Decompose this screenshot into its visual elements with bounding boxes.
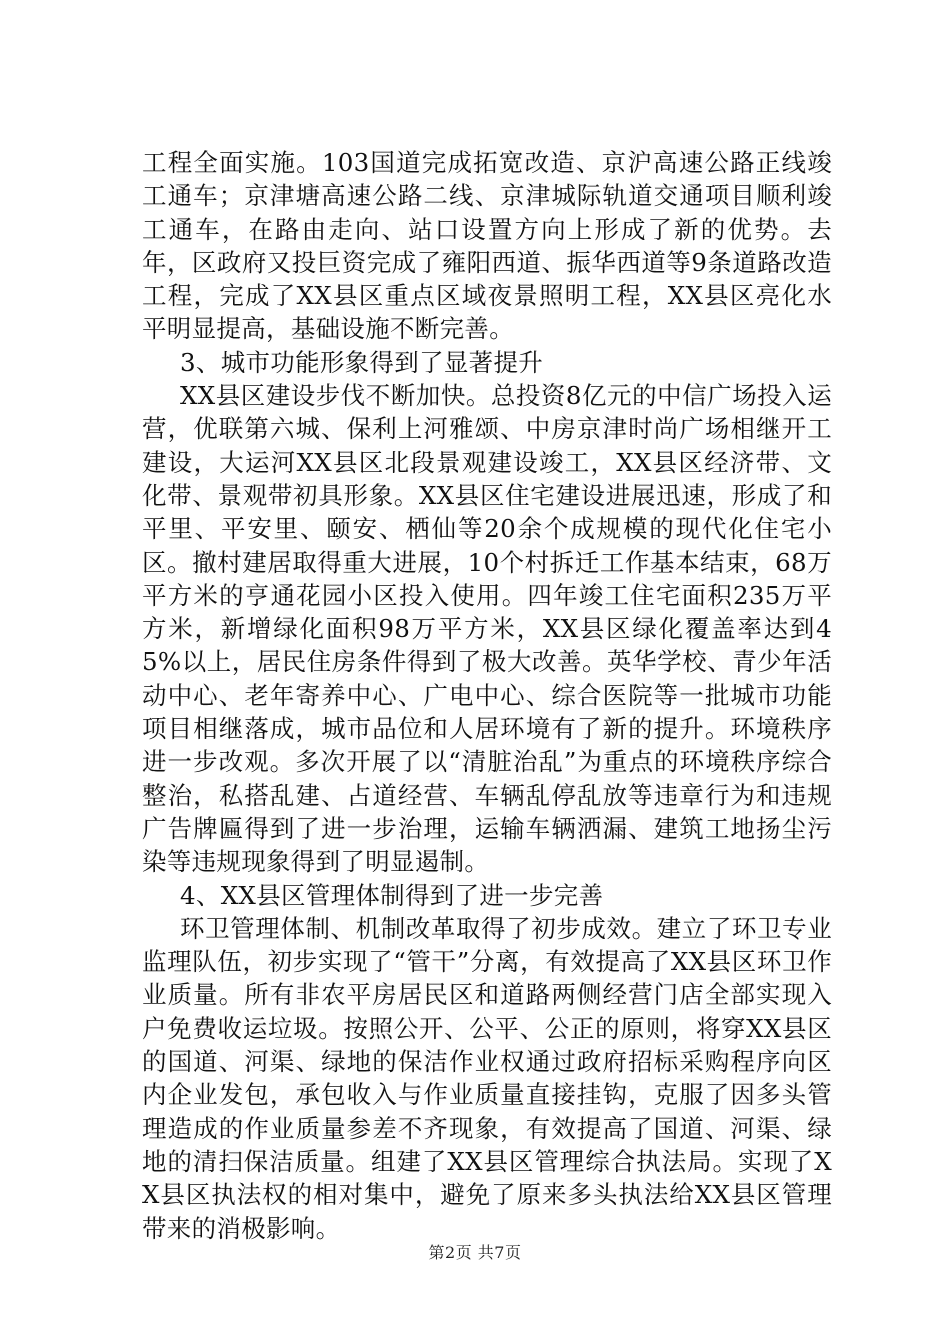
paragraph-city-construction: XX县区建设步伐不断加快。总投资8亿元的中信广场投入运营，优联第六城、保利上河雅颂、中房京津时尚广场相继开工建设，大运河XX县区北段景观建设竣工，XX县区经济带、文化带、景观带初具形象。XX县区住宅建设进展迅速，形成了和平里、平安里、颐安、栖仙等20余个成规模的现代化住宅小区。撤村建居取得重大进展，10个村拆迁工作基本结束，68万平方米的亨通花园小区投入使用。四年竣工住宅面积235万平方米，新增绿化面积98万平方米，XX县区绿化覆盖率达到45%以上，居民住房条件得到了极大改善。英华学校、青少年活动中心、老年寄养中心、广电中心、综合医院等一批城市功能项目相继落成，城市品位和人居环境有了新的提升。环境秩序进一步改观。多次开展了以“清脏治乱”为重点的环境秩序综合整治，私搭乱建、占道经营、车辆乱停乱放等违章行为和违规广告牌匾得到了进一步治理，运输车辆洒漏、建筑工地扬尘污染等违规现象得到了明显遏制。 xyxy=(142,381,832,877)
paragraph-infrastructure-continued: 工程全面实施。103国道完成拓宽改造、京沪高速公路正线竣工通车；京津塘高速公路二线、京津城际轨道交通项目顺利竣工通车，在路由走向、站口设置方向上形成了新的优势。去年，区政府又投巨资完成了雍阳西道、振华西道等9条道路改造工程，完成了XX县区重点区域夜景照明工程，XX县区亮化水平明显提高，基础设施不断完善。 xyxy=(142,148,832,344)
document-body xyxy=(142,146,832,1245)
page-number-footer: 第2页 共7页 xyxy=(428,1243,522,1262)
section-heading-city-image: 3、城市功能形象得到了显著提升 xyxy=(180,347,544,377)
section-heading-management-system: 4、XX县区管理体制得到了进一步完善 xyxy=(180,880,604,910)
paragraph-sanitation-reform: 环卫管理体制、机制改革取得了初步成效。建立了环卫专业监理队伍，初步实现了“管干”分离，有效提高了XX县区环卫作业质量。所有非农平房居民区和道路两侧经营门店全部实现入户免费收运垃圾。按照公开、公平、公正的原则，将穿XX县区的国道、河渠、绿地的保洁作业权通过政府招标采购程序向区内企业发包，承包收入与作业质量直接挂钩，克服了因多头管理造成的作业质量参差不齐现象，有效提高了国道、河渠、绿地的清扫保洁质量。组建了XX县区管理综合执法局。实现了XX县区执法权的相对集中，避免了原来多头执法给XX县区管理带来的消极影响。 xyxy=(142,913,832,1243)
